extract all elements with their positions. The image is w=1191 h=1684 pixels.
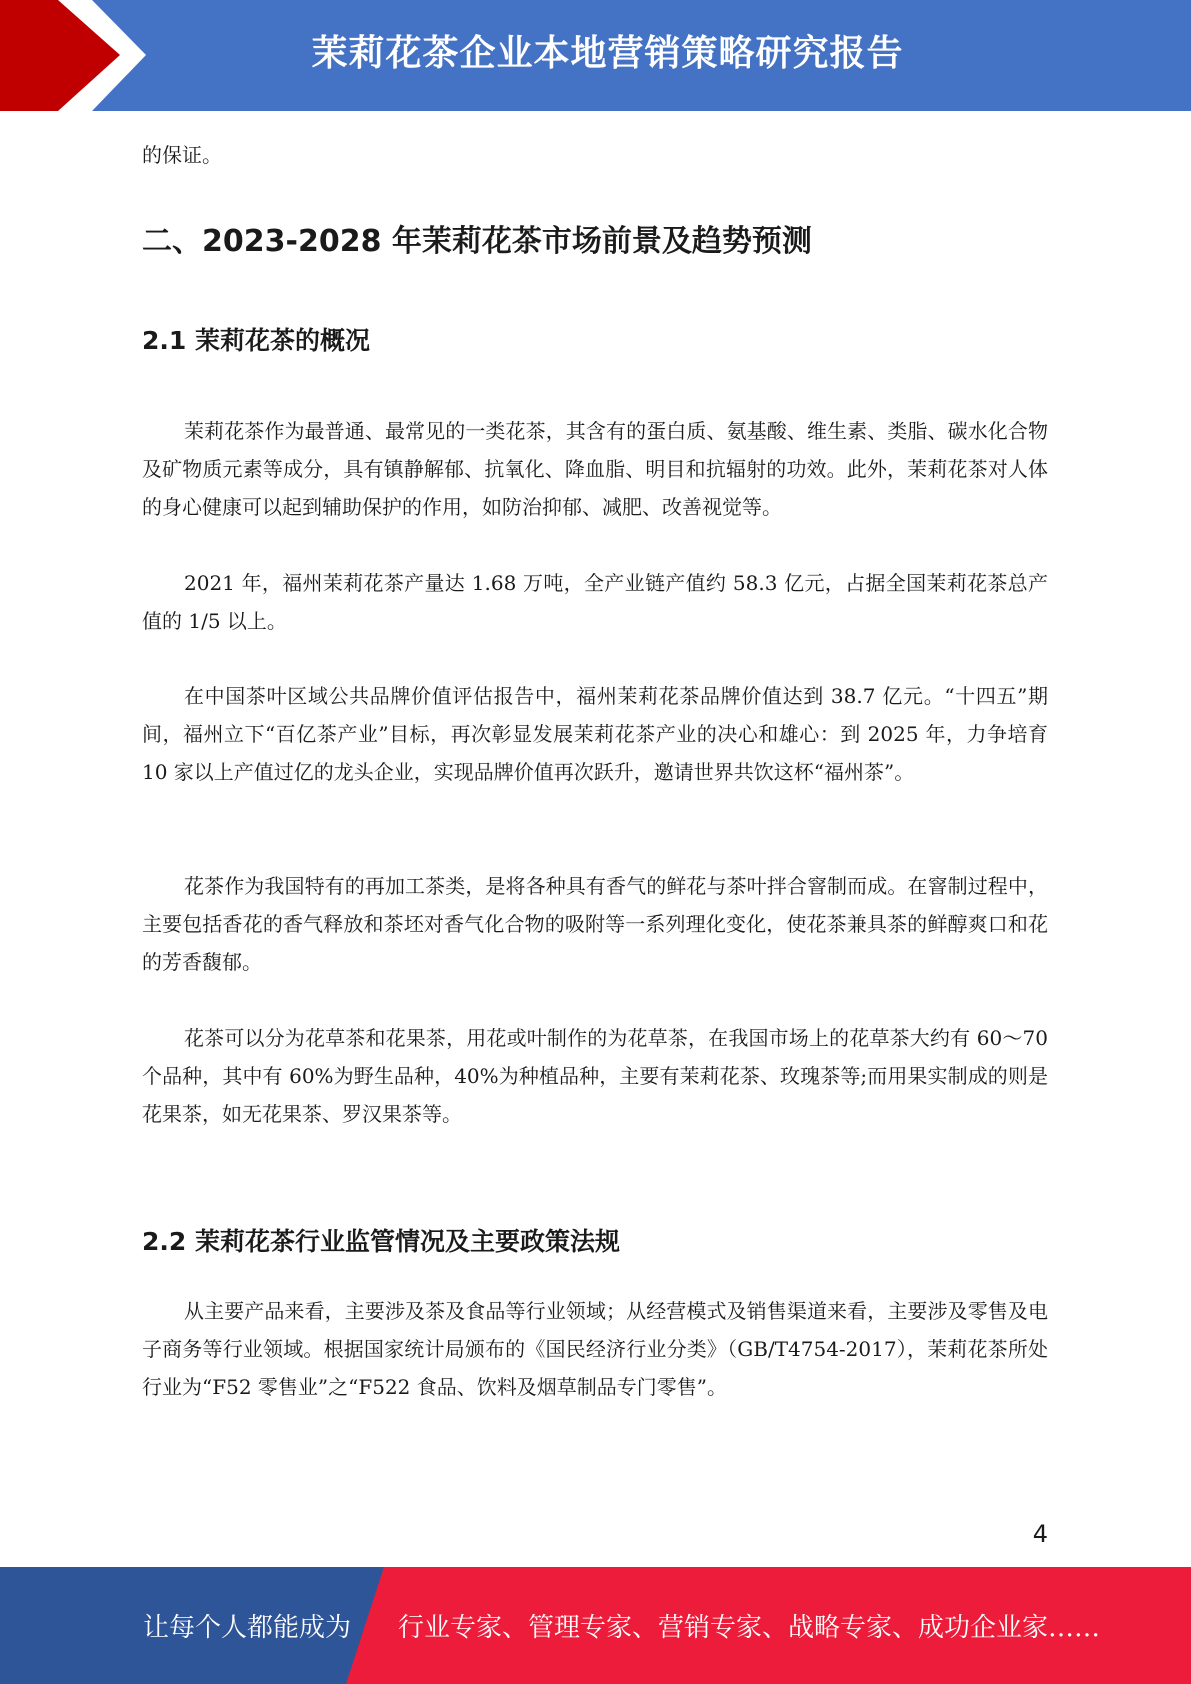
section-heading: 二、2023-2028 年茉莉花茶市场前景及趋势预测 (142, 224, 812, 259)
paragraph: 2021 年，福州茉莉花茶产量达 1.68 万吨，全产业链产值约 58.3 亿元，占据全国茉莉花茶总产值的 1/5 以上。 (142, 571, 1048, 633)
subsection-heading-2-1: 2.1 茉莉花茶的概况 (142, 326, 370, 355)
footer-slogan-right: 行业专家、管理专家、营销专家、战略专家、成功企业家…… (398, 1613, 1101, 1643)
paragraph: 花茶作为我国特有的再加工茶类，是将各种具有香气的鲜花与茶叶拌合窨制而成。在窨制过程中，主要包括香花的香气释放和茶坯对香气化合物的吸附等一系列理化变化，使花茶兼具茶的鲜醇爽口和花的芳香馥郁。 (142, 874, 1048, 974)
page-header (0, 0, 1191, 111)
footer-slogan-left: 让每个人都能成为 (143, 1613, 352, 1643)
page-footer (0, 1567, 1191, 1684)
paragraph: 从主要产品来看，主要涉及茶及食品等行业领域；从经营模式及销售渠道来看，主要涉及零售及电子商务等行业领域。根据国家统计局颁布的《国民经济行业分类》（GB/T4754-2017），茉莉花茶所处行业为“F52 零售业”之“F522 食品、饮料及烟草制品专门零售”。 (142, 1299, 1048, 1399)
paragraph: 花茶可以分为花草茶和花果茶，用花或叶制作的为花草茶，在我国市场上的花草茶大约有 60～70 个品种，其中有 60%为野生品种，40%为种植品种，主要有茉莉花茶、玫瑰茶等;而用果实制成的则是花果茶，如无花果茶、罗汉果茶等。 (142, 1026, 1048, 1126)
paragraph: 茉莉花茶作为最普通、最常见的一类花茶，其含有的蛋白质、氨基酸、维生素、类脂、碳水化合物及矿物质元素等成分，具有镇静解郁、抗氧化、降血脂、明目和抗辐射的功效。此外，茉莉花茶对人体的身心健康可以起到辅助保护的作用，如防治抑郁、减肥、改善视觉等。 (142, 419, 1048, 519)
page-number: 4 (1032, 1520, 1048, 1548)
subsection-heading-2-2: 2.2 茉莉花茶行业监管情况及主要政策法规 (142, 1227, 620, 1256)
continuation-text: 的保证。 (142, 143, 222, 167)
report-title: 茉莉花茶企业本地营销策略研究报告 (311, 33, 904, 74)
paragraph: 在中国茶叶区域公共品牌价值评估报告中，福州茉莉花茶品牌价值达到 38.7 亿元。“十四五”期间，福州立下“百亿茶产业”目标，再次彰显发展茉莉花茶产业的决心和雄心：到 2025 年，力争培育 10 家以上产值过亿的龙头企业，实现品牌价值再次跃升，邀请世界共饮这杯“福州茶”。 (142, 684, 1048, 784)
